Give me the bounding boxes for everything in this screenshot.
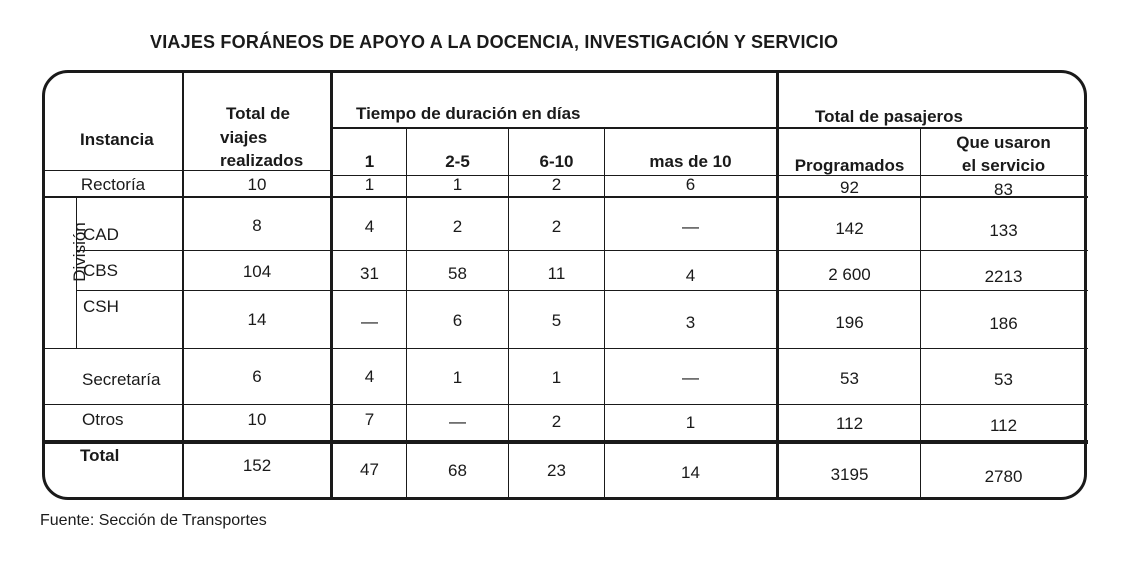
header-que-usaron-2: el servicio — [961, 156, 1046, 175]
row-label: Otros — [82, 410, 124, 429]
cell-d1: 7 — [364, 410, 375, 429]
cell-total: 6 — [252, 367, 262, 386]
cell-d6-10: 2 — [551, 175, 562, 194]
cell-d2-5: 68 — [448, 461, 467, 480]
row-divider — [44, 348, 1088, 349]
cell-total: 8 — [252, 216, 262, 235]
cell-programados: 2 600 — [828, 265, 871, 284]
cell-d10: 3 — [685, 313, 696, 332]
cell-programados: 92 — [840, 178, 859, 197]
cell-usaron: 2213 — [984, 267, 1023, 286]
cell-d1: 1 — [364, 175, 375, 194]
row-label: Rectoría — [80, 175, 146, 194]
header-tiempo: Tiempo de duración en días — [356, 104, 581, 123]
cell-d10: 6 — [685, 175, 696, 194]
table-title: VIAJES FORÁNEOS DE APOYO A LA DOCENCIA, INVESTIGACIÓN Y SERVICIO — [150, 32, 839, 52]
cell-d1: — — [361, 312, 378, 331]
header-total-viajes-1: Total de — [226, 104, 290, 123]
row-divider — [76, 290, 1088, 291]
header-programados: Programados — [794, 156, 905, 175]
cell-d6-10: 2 — [551, 217, 562, 236]
cell-total: 10 — [247, 175, 267, 194]
cell-d10: — — [682, 217, 699, 236]
cell-total: 104 — [242, 262, 272, 281]
cell-usaron: 2780 — [984, 467, 1023, 486]
cell-d1: 47 — [360, 460, 379, 479]
row-divider — [332, 127, 1088, 129]
cell-programados: 142 — [835, 219, 864, 238]
cell-programados: 196 — [835, 313, 864, 332]
col-divider — [776, 72, 779, 498]
header-total-viajes-2: viajes — [220, 128, 268, 147]
row-label: CBS — [83, 261, 118, 280]
row-label: CAD — [83, 225, 119, 244]
cell-usaron: 112 — [989, 416, 1018, 435]
row-label-total: Total — [80, 446, 120, 465]
row-label: CSH — [83, 297, 119, 316]
header-dias-2-5: 2-5 — [445, 152, 470, 171]
cell-total: 10 — [247, 410, 267, 429]
cell-d1: 4 — [364, 217, 375, 236]
row-divider — [44, 404, 1088, 405]
cell-d2-5: 58 — [448, 264, 467, 283]
cell-usaron: 186 — [989, 314, 1018, 333]
cell-d6-10: 23 — [547, 461, 566, 480]
cell-programados: 53 — [840, 369, 859, 388]
cell-d6-10: 11 — [547, 264, 566, 283]
header-instancia: Instancia — [80, 130, 154, 149]
cell-total: 14 — [247, 310, 267, 329]
cell-usaron: 53 — [994, 370, 1013, 389]
col-divider — [330, 72, 333, 498]
total-divider — [44, 440, 1088, 444]
cell-d2-5: 1 — [452, 368, 463, 387]
cell-d2-5: — — [449, 412, 466, 431]
header-dias-1: 1 — [364, 152, 375, 171]
cell-d10: 14 — [681, 463, 700, 482]
cell-d2-5: 1 — [452, 175, 463, 194]
row-label: Secretaría — [82, 370, 161, 389]
header-total-viajes-3: realizados — [220, 151, 304, 170]
cell-d10: 1 — [685, 413, 696, 432]
col-divider — [182, 72, 184, 498]
cell-usaron: 133 — [989, 221, 1018, 240]
source-note: Fuente: Sección de Transportes — [40, 512, 267, 529]
cell-d10: 4 — [685, 266, 696, 285]
cell-usaron: 83 — [994, 180, 1013, 199]
header-dias-6-10: 6-10 — [539, 152, 574, 171]
header-dias-mas-10: mas de 10 — [649, 152, 732, 171]
header-que-usaron-1: Que usaron — [956, 133, 1051, 152]
cell-d1: 31 — [360, 264, 379, 283]
cell-d6-10: 1 — [551, 368, 562, 387]
cell-d6-10: 2 — [551, 412, 562, 431]
cell-programados: 112 — [835, 414, 864, 433]
header-pasajeros: Total de pasajeros — [814, 107, 963, 126]
cell-total: 152 — [242, 456, 272, 475]
division-label: División — [70, 222, 89, 282]
cell-d2-5: 6 — [452, 311, 463, 330]
cell-d1: 4 — [364, 367, 375, 386]
cell-programados: 3195 — [830, 465, 869, 484]
row-divider — [76, 250, 1088, 251]
cell-d2-5: 2 — [452, 217, 463, 236]
cell-d6-10: 5 — [551, 311, 562, 330]
cell-d10: — — [682, 368, 699, 387]
